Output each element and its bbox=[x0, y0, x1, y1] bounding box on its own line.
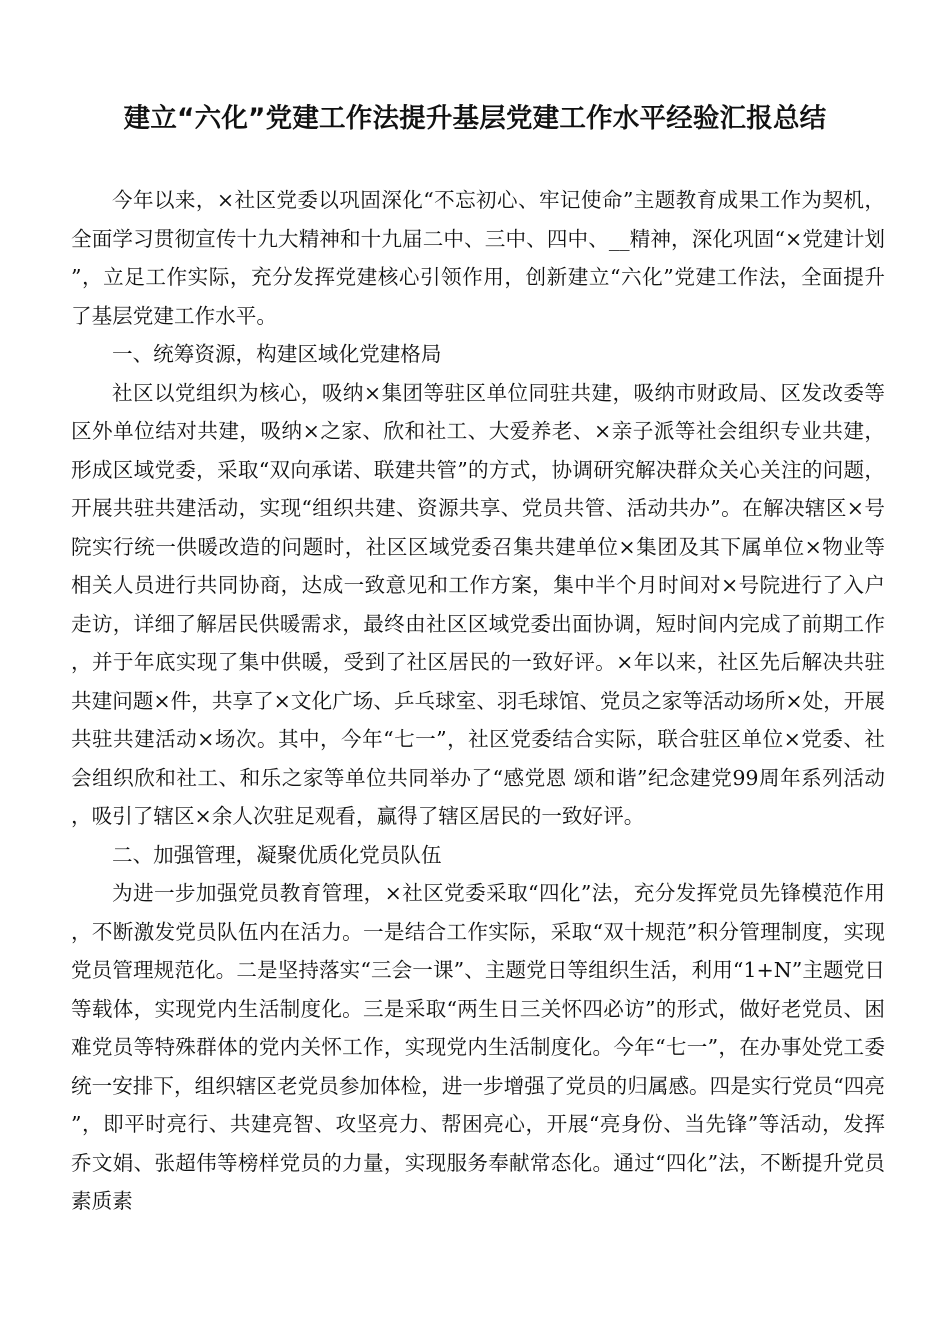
document-title: 建立“六化”党建工作法提升基层党建工作水平经验汇报总结 bbox=[123, 103, 827, 134]
intro-paragraph: 今年以来，×社区党委以巩固深化“不忘初心、牢记使命”主题教育成果工作为契机，全面学习贯彻宣传十九大精神和十九届二中、三中、四中、__精神，深化巩固“×党建计划”，立足工作实际，充分发挥党建核心引领作用，创新建立“六化”党建工作法，全面提升了基层党建工作水平。 bbox=[71, 188, 885, 328]
section-2-paragraph: 为进一步加强党员教育管理，×社区党委采取“四化”法，充分发挥党员先锋模范作用，不断激发党员队伍内在活力。一是结合工作实际，采取“双十规范”积分管理制度，实现党员管理规范化。二是坚持落实“三会一课”、主题党日等组织生活，利用“1+N”主题党日等载体，实现党内生活制度化。三是采取“两生日三关怀四必访”的形式，做好老党员、困难党员等特殊群体的党内关怀工作，实现党内生活制度化。今年“七一”，在办事处党工委统一安排下，组织辖区老党员参加体检，进一步增强了党员的归属感。四是实行党员“四亮”，即平时亮行、共建亮智、攻坚亮力、帮困亮心，开展“亮身份、当先锋”等活动，发挥乔文娟、张超伟等榜样党员的力量，实现服务奉献常态化。通过“四化”法，不断提升党员素质素 bbox=[71, 881, 885, 1213]
section-heading-1: 一、统筹资源，构建区域化党建格局 bbox=[112, 342, 442, 366]
section-1-paragraph: 社区以党组织为核心，吸纳×集团等驻区单位同驻共建，吸纳市财政局、区发改委等区外单位结对共建，吸纳×之家、欣和社工、大爱养老、×亲子派等社会组织专业共建，形成区域党委，采取“双向承诺、联建共管”的方式，协调研究解决群众关心关注的问题，开展共驻共建活动，实现“组织共建、资源共享、党员共管、活动共办”。在解决辖区×号院实行统一供暖改造的问题时，社区区域党委召集共建单位×集团及其下属单位×物业等相关人员进行共同协商，达成一致意见和工作方案，集中半个月时间对×号院进行了入户走访，详细了解居民供暖需求，最终由社区区域党委出面协调，短时间内完成了前期工作，并于年底实现了集中供暖，受到了社区居民的一致好评。×年以来，社区先后解决共驻共建问题×件，共享了×文化广场、乒乓球室、羽毛球馆、党员之家等活动场所×处，开展共驻共建活动×场次。其中，今年“七一”，社区党委结合实际，联合驻区单位×党委、社会组织欣和社工、和乐之家等单位共同举办了“感党恩 颂和谐”纪念建党99周年系列活动，吸引了辖区×余人次驻足观看，赢得了辖区居民的一致好评。 bbox=[71, 380, 885, 828]
section-heading-2: 二、加强管理，凝聚优质化党员队伍 bbox=[112, 842, 442, 867]
document-body bbox=[71, 181, 885, 1221]
